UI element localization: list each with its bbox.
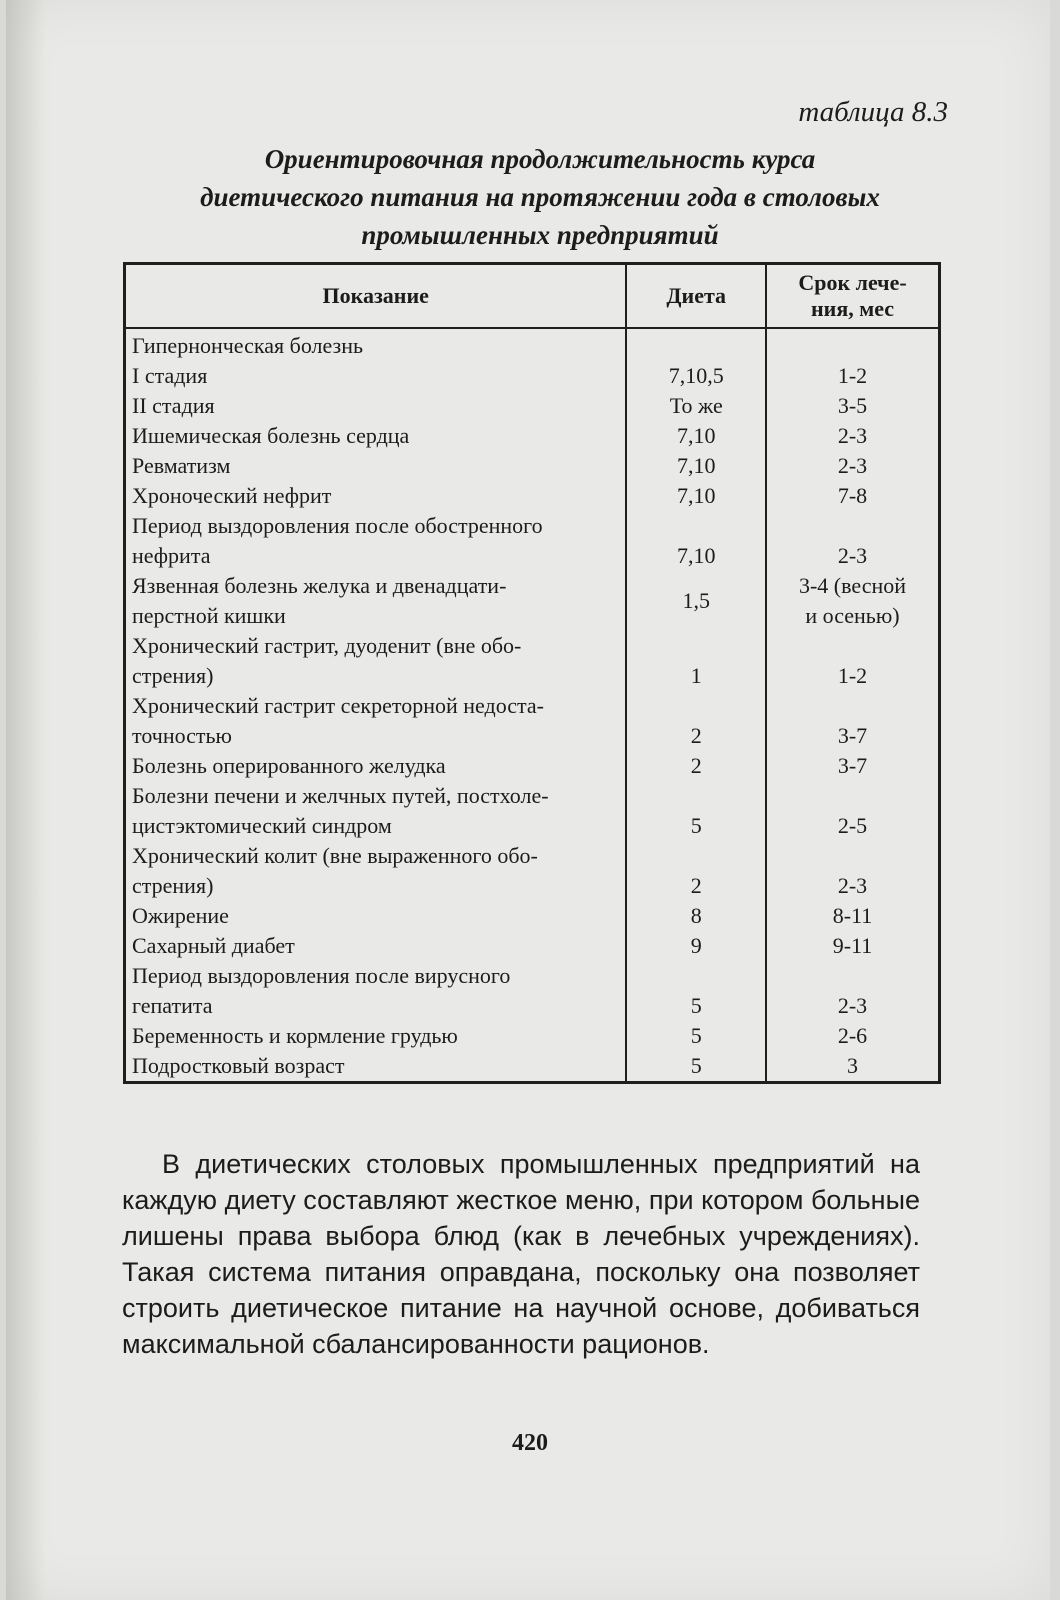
cell-diet bbox=[626, 481, 766, 511]
cell-diet bbox=[626, 391, 766, 421]
cell-diet-value: 5 bbox=[690, 813, 702, 838]
cell-indication-line: Ревматизм bbox=[132, 453, 231, 478]
cell-term bbox=[766, 1021, 939, 1051]
cell-diet-value: 1 bbox=[690, 663, 702, 688]
cell-diet-value: 5 bbox=[690, 1023, 702, 1048]
table-row bbox=[125, 481, 940, 511]
cell-indication-line: Подростковый возраст bbox=[132, 1053, 345, 1078]
cell-diet bbox=[626, 931, 766, 961]
table-row bbox=[125, 751, 940, 781]
table-title bbox=[130, 140, 950, 254]
table-title-line: Ориентировочная продолжительность курса bbox=[264, 144, 816, 174]
cell-diet-value: 7,10 bbox=[676, 543, 716, 568]
cell-indication bbox=[125, 751, 627, 781]
cell-indication-line: I стадия bbox=[132, 363, 208, 388]
cell-indication-line: II стадия bbox=[132, 393, 215, 418]
cell-term-line: 1-2 bbox=[837, 663, 868, 688]
cell-term bbox=[766, 361, 939, 391]
table-row bbox=[125, 631, 940, 691]
cell-term-line: 2-3 bbox=[837, 453, 868, 478]
table-row bbox=[125, 391, 940, 421]
cell-term-line: 3-7 bbox=[837, 753, 868, 778]
table-row bbox=[125, 571, 940, 631]
cell-indication bbox=[125, 1051, 627, 1083]
cell-diet-value: 7,10 bbox=[676, 483, 716, 508]
cell-indication bbox=[125, 781, 627, 841]
cell-indication-line: Ишемическая болезнь сердца bbox=[132, 423, 410, 448]
header-indication: Показание bbox=[125, 264, 627, 329]
cell-term bbox=[766, 571, 939, 631]
cell-indication-line: Болезни печени и желчных путей, постхоле- bbox=[132, 783, 549, 808]
cell-diet bbox=[626, 361, 766, 391]
table-row bbox=[125, 1051, 940, 1083]
cell-diet bbox=[626, 781, 766, 841]
cell-term-line: 2-3 bbox=[837, 423, 868, 448]
cell-term bbox=[766, 1051, 939, 1083]
table-number-label: таблица 8.3 bbox=[798, 96, 948, 128]
cell-indication bbox=[125, 571, 627, 631]
cell-diet bbox=[626, 421, 766, 451]
cell-indication-line: Болезнь оперированного желудка bbox=[132, 753, 446, 778]
cell-term bbox=[766, 481, 939, 511]
cell-term bbox=[766, 961, 939, 1021]
header-diet: Диета bbox=[626, 264, 766, 329]
body-paragraph: В диетических столовых промышленных предприятий на каждую диету составляют жесткое меню, при котором больные лишены права выбора блюд (как в лечебных учреждениях). Такая система питания оправдана, поскольку она позволяет строить диетическое питание на научной основе, добиваться максимальной сбалансированности рационов. bbox=[122, 1149, 920, 1359]
cell-indication-line: стрения) bbox=[132, 663, 214, 688]
cell-term bbox=[766, 631, 939, 691]
cell-diet-value: 5 bbox=[690, 1053, 702, 1078]
cell-indication bbox=[125, 361, 627, 391]
cell-term-line: 2-5 bbox=[837, 813, 868, 838]
cell-indication bbox=[125, 931, 627, 961]
header-term bbox=[766, 264, 939, 329]
cell-term-line: 2-6 bbox=[837, 1023, 868, 1048]
cell-indication bbox=[125, 691, 627, 751]
cell-diet bbox=[626, 451, 766, 481]
table-row bbox=[125, 1021, 940, 1051]
cell-diet bbox=[626, 1021, 766, 1051]
cell-indication-line: точностью bbox=[132, 723, 232, 748]
cell-diet bbox=[626, 751, 766, 781]
cell-diet-value: 2 bbox=[690, 873, 702, 898]
table-row bbox=[125, 691, 940, 751]
cell-term-line: 7-8 bbox=[837, 483, 868, 508]
cell-indication bbox=[125, 511, 627, 571]
cell-term-line: 3-4 (весной bbox=[798, 573, 907, 598]
cell-indication-line: Сахарный диабет bbox=[132, 933, 295, 958]
cell-term-line: 2-3 bbox=[837, 543, 868, 568]
cell-indication bbox=[125, 451, 627, 481]
table-row bbox=[125, 328, 940, 361]
cell-term-line: 3-7 bbox=[837, 723, 868, 748]
cell-indication bbox=[125, 421, 627, 451]
table-row bbox=[125, 931, 940, 961]
table-title-line: диетического питания на протяжении года в столовых bbox=[200, 182, 880, 212]
cell-indication-line: Язвенная болезнь желука и двенадцати- bbox=[132, 573, 507, 598]
cell-diet bbox=[626, 328, 766, 361]
page-number: 420 bbox=[512, 1430, 548, 1456]
header-term-line: Срок лече- bbox=[798, 270, 907, 295]
table-row bbox=[125, 901, 940, 931]
cell-diet-value: 2 bbox=[690, 753, 702, 778]
cell-diet-value: 2 bbox=[690, 723, 702, 748]
cell-indication-line: Гипернонческая болезнь bbox=[132, 333, 364, 358]
cell-indication-line: стрения) bbox=[132, 873, 214, 898]
cell-diet bbox=[626, 631, 766, 691]
table-title-line: промышленных предприятий bbox=[361, 220, 719, 250]
cell-indication-line: Период выздоровления после вирусного bbox=[132, 963, 511, 988]
cell-term bbox=[766, 781, 939, 841]
diet-duration-table bbox=[123, 262, 941, 1084]
cell-term-line: 8-11 bbox=[832, 903, 873, 928]
cell-diet-value: 5 bbox=[690, 993, 702, 1018]
table-row bbox=[125, 841, 940, 901]
cell-term-line: 3-5 bbox=[837, 393, 868, 418]
cell-indication bbox=[125, 841, 627, 901]
table-row bbox=[125, 421, 940, 451]
cell-term-line: 1-2 bbox=[837, 363, 868, 388]
table-row bbox=[125, 451, 940, 481]
cell-indication-line: Беременность и кормление грудью bbox=[132, 1023, 458, 1048]
cell-indication-line: Ожирение bbox=[132, 903, 229, 928]
cell-term-line: 9-11 bbox=[832, 933, 873, 958]
cell-diet-value: 7,10,5 bbox=[668, 363, 724, 388]
table-header-row bbox=[125, 264, 940, 329]
cell-diet-value: 9 bbox=[690, 933, 702, 958]
cell-diet-value: 1,5 bbox=[682, 588, 710, 613]
cell-term bbox=[766, 511, 939, 571]
cell-term bbox=[766, 931, 939, 961]
table-row bbox=[125, 511, 940, 571]
cell-diet bbox=[626, 841, 766, 901]
cell-diet-value: 7,10 bbox=[676, 423, 716, 448]
cell-indication bbox=[125, 961, 627, 1021]
cell-indication-line: Период выздоровления после обостренного bbox=[132, 513, 543, 538]
cell-term-line: 2-3 bbox=[837, 873, 868, 898]
page-gutter-shadow bbox=[6, 0, 46, 1600]
cell-term bbox=[766, 751, 939, 781]
cell-term-line: и осенью) bbox=[805, 603, 900, 628]
cell-indication bbox=[125, 1021, 627, 1051]
cell-diet bbox=[626, 571, 766, 631]
cell-term bbox=[766, 451, 939, 481]
cell-diet-value: 8 bbox=[690, 903, 702, 928]
cell-diet-value: 7,10 bbox=[676, 453, 716, 478]
cell-indication bbox=[125, 901, 627, 931]
cell-term-line: 3 bbox=[847, 1053, 858, 1078]
cell-term bbox=[766, 421, 939, 451]
table-row bbox=[125, 361, 940, 391]
cell-indication-line: цистэктомический синдром bbox=[132, 813, 392, 838]
cell-term bbox=[766, 391, 939, 421]
cell-indication-line: Хронический колит (вне выраженного обо- bbox=[132, 843, 538, 868]
cell-diet bbox=[626, 691, 766, 751]
cell-indication-line: Хронический гастрит секреторной недоста- bbox=[132, 693, 544, 718]
cell-indication-line: Хроноческий нефрит bbox=[132, 483, 332, 508]
cell-diet bbox=[626, 511, 766, 571]
cell-indication bbox=[125, 481, 627, 511]
cell-indication bbox=[125, 631, 627, 691]
cell-diet-value: То же bbox=[669, 393, 723, 418]
cell-term bbox=[766, 901, 939, 931]
cell-term bbox=[766, 841, 939, 901]
table-row bbox=[125, 781, 940, 841]
cell-indication-line: Хронический гастрит, дуоденит (вне обо- bbox=[132, 633, 522, 658]
cell-indication-line: нефрита bbox=[132, 543, 211, 568]
cell-diet bbox=[626, 901, 766, 931]
cell-term bbox=[766, 328, 939, 361]
table-row bbox=[125, 961, 940, 1021]
cell-term bbox=[766, 691, 939, 751]
cell-diet bbox=[626, 961, 766, 1021]
cell-indication bbox=[125, 391, 627, 421]
cell-indication-line: перстной кишки bbox=[132, 603, 286, 628]
table-body bbox=[125, 328, 940, 1083]
cell-term-line: 2-3 bbox=[837, 993, 868, 1018]
cell-indication bbox=[125, 328, 627, 361]
cell-diet bbox=[626, 1051, 766, 1083]
cell-indication-line: гепатита bbox=[132, 993, 213, 1018]
header-term-line: ния, мес bbox=[810, 296, 895, 321]
